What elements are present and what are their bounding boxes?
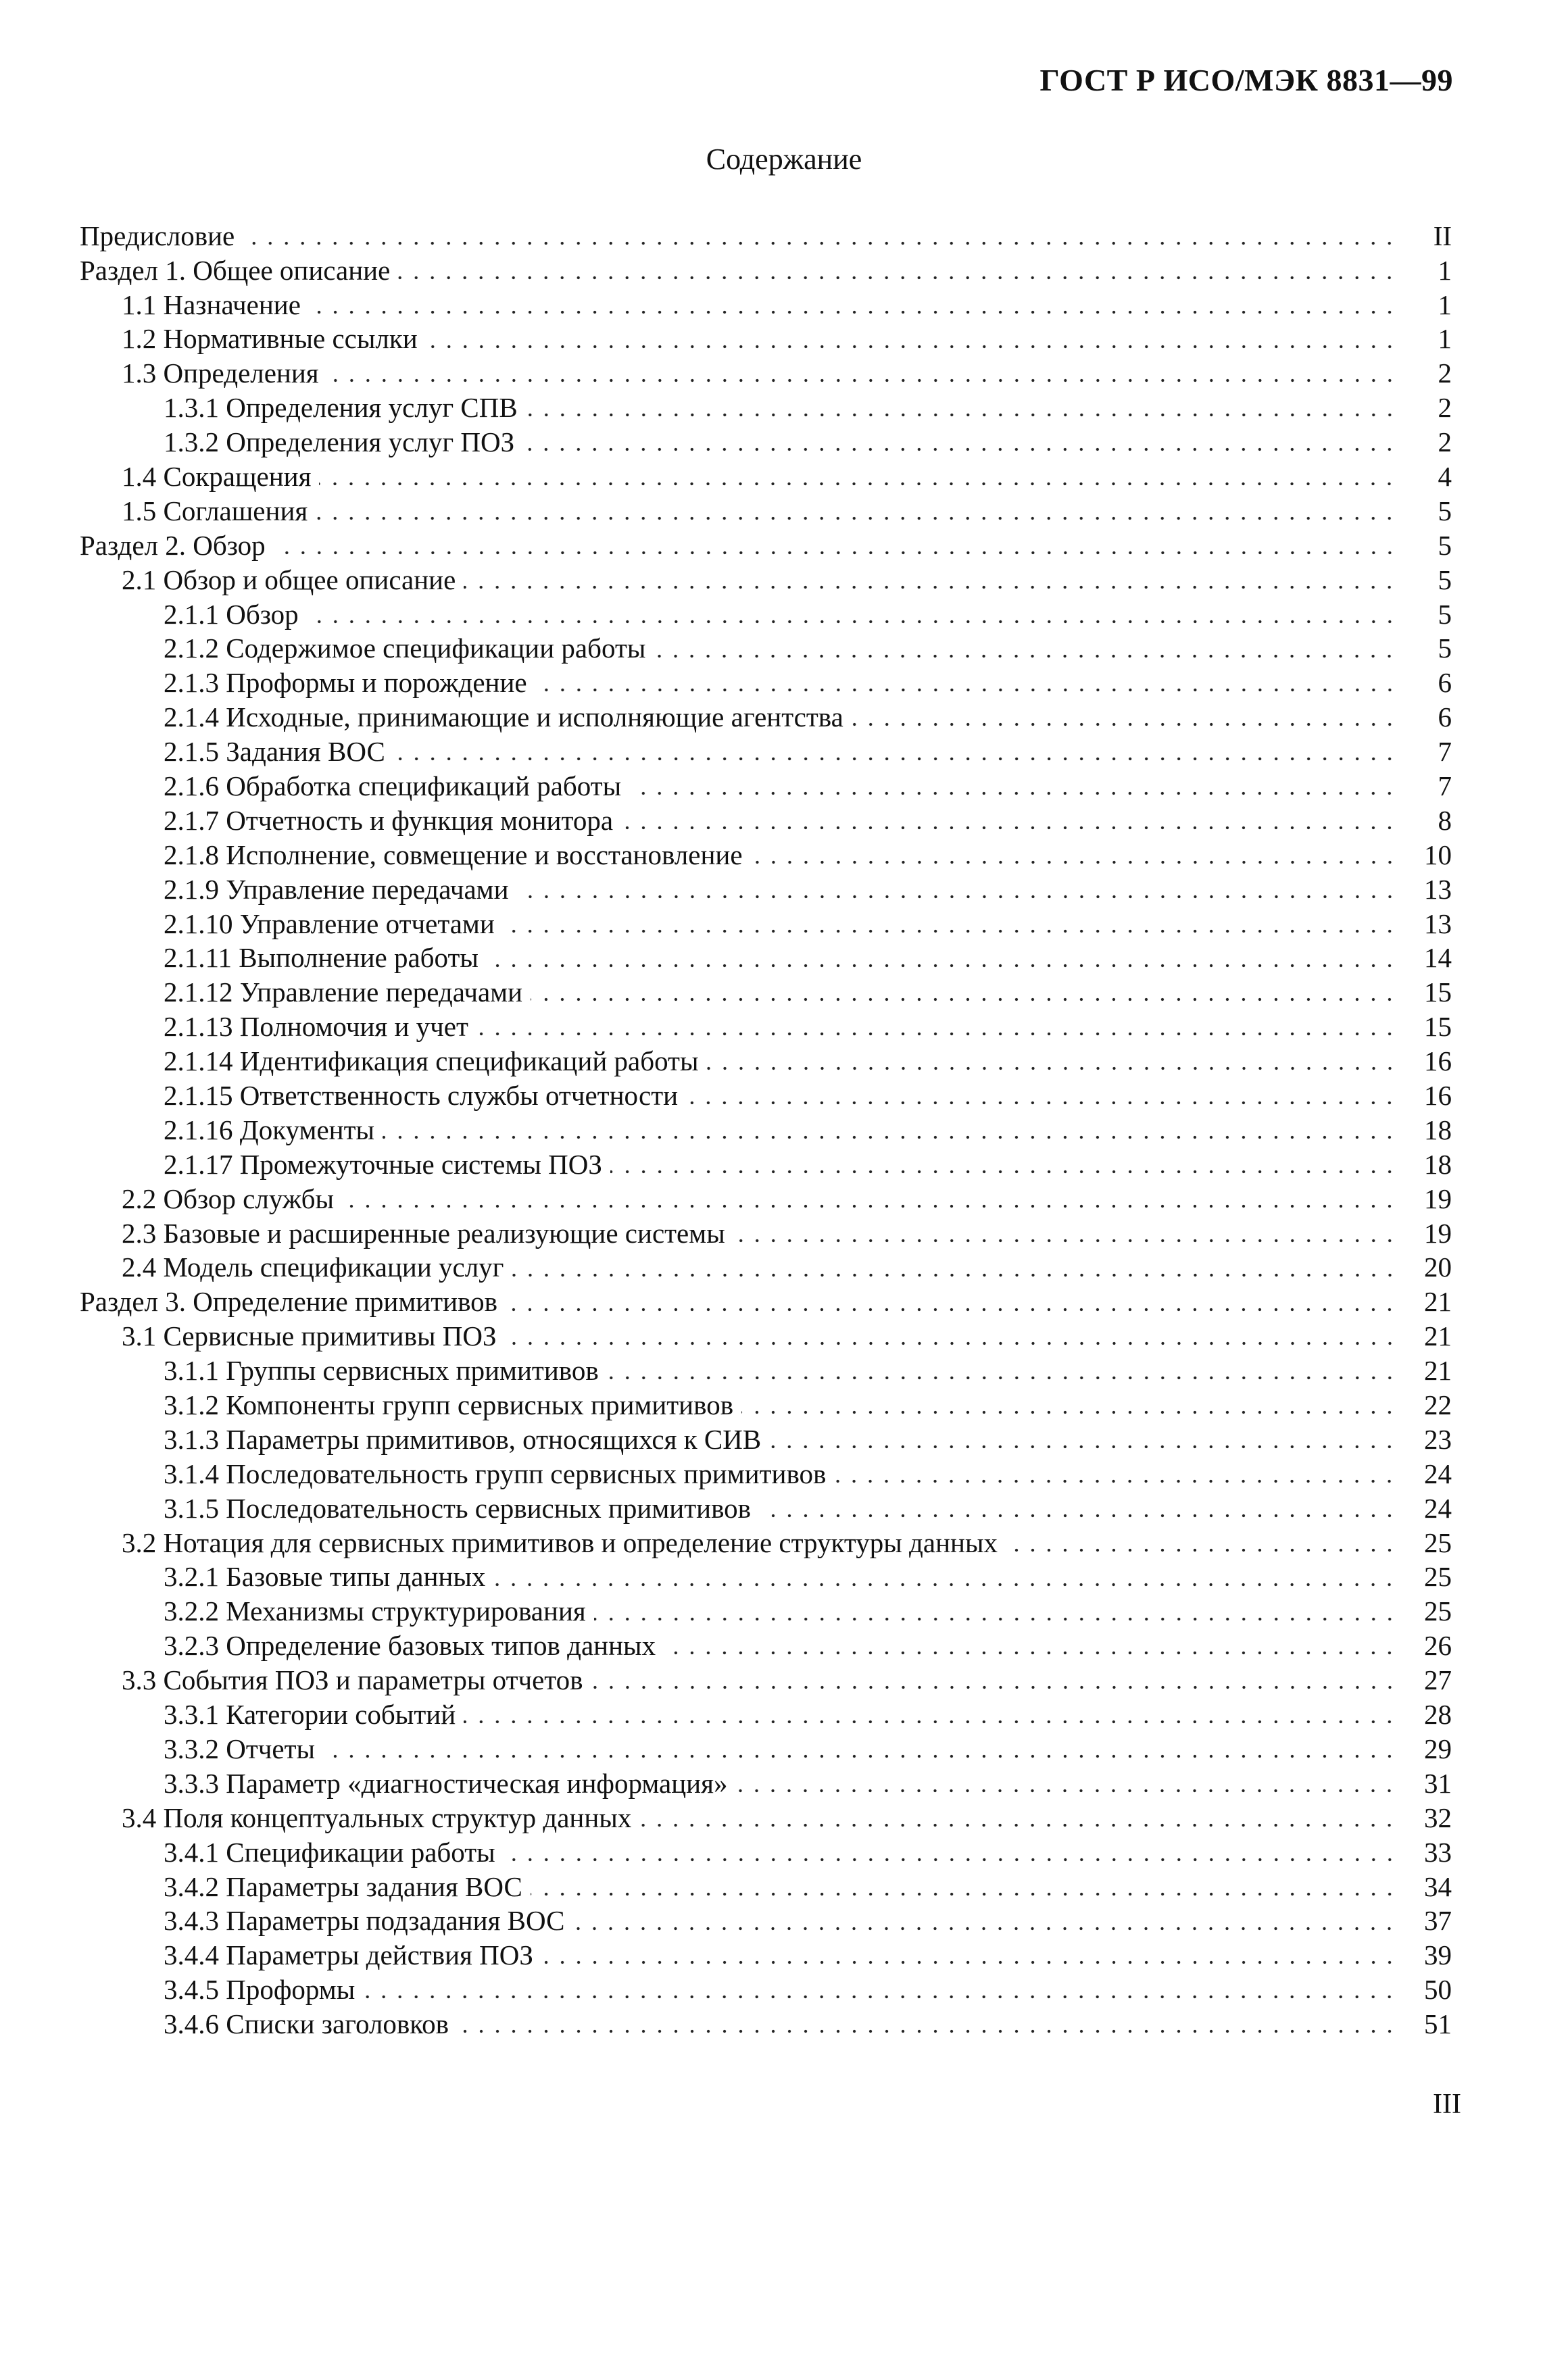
- toc-entry-label: 3.4 Поля концептуальных структур данных: [122, 1802, 632, 1833]
- dot-leader: [457, 2029, 1398, 2034]
- toc-entry-page: 33: [1424, 1836, 1452, 1868]
- toc-entry-page: 2: [1438, 357, 1452, 389]
- toc-entry: [80, 1456, 1452, 1490]
- toc-entry: [80, 1593, 1452, 1628]
- dot-leader: [426, 344, 1398, 349]
- toc-entry-label: 2.1.2 Содержимое спецификации работы: [164, 633, 646, 664]
- toc-entry-page: 21: [1424, 1320, 1452, 1352]
- toc-entry-page: 15: [1424, 1011, 1452, 1043]
- toc-entry-label: 3.4.6 Списки заголовков: [164, 2008, 449, 2040]
- toc-entry-label: 3.2.2 Механизмы структурирования: [164, 1595, 586, 1627]
- toc-entry: [80, 1112, 1452, 1146]
- toc-entry: [80, 1421, 1452, 1456]
- toc-entry-page: 7: [1438, 736, 1452, 768]
- dot-leader: [363, 1994, 1398, 2000]
- toc-entry-page: 13: [1424, 873, 1452, 905]
- dot-leader: [398, 275, 1398, 280]
- toc-entry-page: 1: [1438, 289, 1452, 320]
- toc-entry-page: 5: [1438, 529, 1452, 561]
- toc-entry-label: 1.1 Назначение: [122, 289, 301, 320]
- toc-entry-label: 3.4.4 Параметры действия ПОЗ: [164, 1939, 533, 1971]
- toc-entry-label: 3.1.2 Компоненты групп сервисных примитивов: [164, 1389, 734, 1421]
- toc-entry-page: 22: [1424, 1389, 1452, 1421]
- toc-entry-page: 8: [1438, 804, 1452, 836]
- toc-entry-label: 3.3.1 Категории событий: [164, 1699, 456, 1731]
- toc-entry-label: 2.1.13 Полномочия и учет: [164, 1011, 468, 1043]
- toc-entry-page: 6: [1438, 667, 1452, 699]
- toc-entry: [80, 1146, 1452, 1181]
- toc-entry: [80, 1352, 1452, 1387]
- toc-entry: [80, 1077, 1452, 1112]
- toc-entry: [80, 321, 1452, 355]
- toc-entry-page: 2: [1438, 426, 1452, 458]
- toc-entry: [80, 1318, 1452, 1353]
- toc-entry-page: 34: [1424, 1870, 1452, 1902]
- toc-entry-page: 18: [1424, 1148, 1452, 1180]
- toc-entry: [80, 1696, 1452, 1731]
- toc-entry: [80, 1971, 1452, 2006]
- dot-leader: [342, 1204, 1398, 1209]
- toc-entry-page: 51: [1424, 2008, 1452, 2040]
- toc-entry-label: 3.1.4 Последовательность групп сервисных примитивов: [164, 1458, 827, 1489]
- toc-entry-page: 10: [1424, 839, 1452, 870]
- toc-entry: [80, 1868, 1452, 1903]
- toc-entry-page: 21: [1424, 1355, 1452, 1387]
- toc-entry: [80, 940, 1452, 974]
- toc-entry-page: 31: [1424, 1767, 1452, 1799]
- dot-leader: [476, 1031, 1398, 1037]
- toc-entry-label: 2.1.15 Ответственность службы отчетности: [164, 1080, 679, 1112]
- toc-entry-label: 2.1.10 Управление отчетами: [164, 908, 495, 939]
- toc-entry-label: 3.1 Сервисные примитивы ПОЗ: [122, 1320, 497, 1352]
- toc-entry: [80, 1524, 1452, 1559]
- dot-leader: [769, 1444, 1398, 1449]
- toc-entry: [80, 355, 1452, 390]
- standard-code-header: ГОСТ Р ИСО/МЭК 8831—99: [1039, 63, 1453, 97]
- toc-entry-label: 2.4 Модель спецификации услуг: [122, 1251, 504, 1283]
- dot-leader: [503, 928, 1398, 934]
- toc-entry-page: 19: [1424, 1217, 1452, 1249]
- dot-leader: [759, 1513, 1398, 1518]
- toc-entry: [80, 1215, 1452, 1249]
- toc-entry-label: 3.4.1 Спецификации работы: [164, 1836, 495, 1868]
- toc-entry: [80, 389, 1452, 424]
- toc-entry-label: 3.1.1 Группы сервисных примитивов: [164, 1355, 599, 1387]
- toc-entry-page: 25: [1424, 1561, 1452, 1593]
- toc-entry-label: 1.3 Определения: [122, 357, 319, 389]
- toc-entry-page: 25: [1424, 1527, 1452, 1558]
- toc-entry-page: 18: [1424, 1114, 1452, 1145]
- toc-entry-page: 16: [1424, 1045, 1452, 1077]
- toc-entry-label: 3.4.3 Параметры подзадания ВОС: [164, 1905, 565, 1937]
- toc-entry: [80, 1834, 1452, 1868]
- toc-entry: [80, 837, 1452, 871]
- dot-leader: [487, 963, 1398, 968]
- toc-entry: [80, 1387, 1452, 1421]
- toc-entry-page: 29: [1424, 1733, 1452, 1764]
- toc-entry: [80, 906, 1452, 940]
- dot-leader: [274, 550, 1398, 555]
- toc-entry-label: 3.3.3 Параметр «диагностическая информация»: [164, 1767, 728, 1799]
- toc-entry-page: 37: [1424, 1905, 1452, 1937]
- toc-entry: [80, 493, 1452, 527]
- toc-entry-label: 3.3 События ПОЗ и параметры отчетов: [122, 1664, 583, 1696]
- toc-entry: [80, 1043, 1452, 1077]
- toc-entry: [80, 1559, 1452, 1593]
- dot-leader: [383, 1135, 1398, 1140]
- toc-entry: [80, 733, 1452, 768]
- toc-entry: [80, 2006, 1452, 2040]
- toc-entry: [80, 1008, 1452, 1043]
- dot-leader: [686, 1100, 1398, 1106]
- dot-leader: [607, 1375, 1398, 1381]
- dot-leader: [535, 687, 1398, 693]
- toc-entry-label: 2.1.8 Исполнение, совмещение и восстановление: [164, 839, 743, 870]
- toc-entry: [80, 1249, 1452, 1284]
- page-number: III: [1433, 2089, 1461, 2120]
- toc-entry-label: 3.2.1 Базовые типы данных: [164, 1561, 486, 1593]
- dot-leader: [741, 1410, 1398, 1415]
- toc-entry: [80, 630, 1452, 665]
- toc-entry-label: 3.2 Нотация для сервисных примитивов и определение структуры данных: [122, 1527, 998, 1558]
- dot-leader: [531, 997, 1398, 1002]
- dot-leader: [541, 1960, 1398, 1965]
- toc-entry-label: 1.2 Нормативные ссылки: [122, 323, 418, 355]
- toc-entry-label: 2.1.16 Документы: [164, 1114, 375, 1145]
- dot-leader: [505, 1341, 1398, 1346]
- toc-entry: [80, 1181, 1452, 1215]
- toc-entry: [80, 218, 1452, 252]
- dot-leader: [751, 860, 1398, 865]
- dot-leader: [504, 1857, 1398, 1862]
- toc-entry-label: 1.4 Сокращения: [122, 460, 312, 492]
- toc-entry-page: II: [1433, 220, 1452, 251]
- toc-entry-page: 24: [1424, 1458, 1452, 1489]
- toc-entry-page: 19: [1424, 1183, 1452, 1214]
- dot-leader: [522, 447, 1398, 452]
- page-title: Содержание: [706, 143, 862, 176]
- toc-entry-page: 5: [1438, 633, 1452, 664]
- toc-entry-page: 32: [1424, 1802, 1452, 1833]
- toc-entry-label: 2.1.7 Отчетность и функция монитора: [164, 804, 614, 836]
- toc-entry: [80, 1731, 1452, 1765]
- toc-entry-label: 3.2.3 Определение базовых типов данных: [164, 1630, 656, 1662]
- dot-leader: [707, 1066, 1398, 1071]
- toc-entry: [80, 1662, 1452, 1696]
- dot-leader: [506, 1307, 1398, 1312]
- toc-entry: [80, 1628, 1452, 1662]
- toc-entry-page: 13: [1424, 908, 1452, 939]
- toc-entry-page: 16: [1424, 1080, 1452, 1112]
- toc-entry-label: 2.1.5 Задания ВОС: [164, 736, 385, 768]
- toc-entry-label: 2.1.12 Управление передачами: [164, 976, 523, 1008]
- dot-leader: [664, 1650, 1398, 1656]
- dot-leader: [319, 481, 1398, 487]
- dot-leader: [621, 825, 1398, 830]
- dot-leader: [327, 378, 1398, 383]
- toc-entry: [80, 458, 1452, 493]
- toc-entry: [80, 287, 1452, 321]
- dot-leader: [572, 1926, 1398, 1931]
- toc-entry-label: 1.5 Соглашения: [122, 495, 308, 526]
- dot-leader: [323, 1754, 1398, 1759]
- toc-entry-page: 20: [1424, 1251, 1452, 1283]
- toc-entry-label: 2.1.14 Идентификация спецификаций работы: [164, 1045, 699, 1077]
- toc-entry-page: 50: [1424, 1974, 1452, 2006]
- dot-leader: [594, 1616, 1398, 1622]
- toc-entry-label: Раздел 3. Определение примитивов: [80, 1286, 498, 1318]
- dot-leader: [464, 585, 1398, 590]
- dot-leader: [733, 1238, 1398, 1243]
- toc-entry: [80, 1937, 1452, 1972]
- dot-leader: [735, 1788, 1398, 1793]
- dot-leader: [531, 1891, 1398, 1897]
- toc-entry-label: 2.3 Базовые и расширенные реализующие системы: [122, 1217, 725, 1249]
- toc-entry-label: 2.1 Обзор и общее описание: [122, 564, 456, 595]
- toc-entry-label: 2.1.6 Обработка спецификаций работы: [164, 770, 622, 801]
- toc-entry-page: 25: [1424, 1595, 1452, 1627]
- toc-entry: [80, 1490, 1452, 1524]
- toc-entry-label: 2.1.9 Управление передачами: [164, 873, 509, 905]
- dot-leader: [654, 653, 1398, 659]
- dot-leader: [493, 1582, 1398, 1587]
- toc-entry-page: 26: [1424, 1630, 1452, 1662]
- toc-entry-page: 6: [1438, 701, 1452, 733]
- toc-entry-label: 2.1.11 Выполнение работы: [164, 942, 479, 974]
- toc-entry: [80, 665, 1452, 699]
- dot-leader: [1006, 1547, 1398, 1553]
- toc-entry-label: 2.2 Обзор службы: [122, 1183, 334, 1214]
- toc-entry-page: 5: [1438, 495, 1452, 526]
- toc-entry: [80, 1903, 1452, 1937]
- toc-entry-label: Раздел 2. Обзор: [80, 529, 266, 561]
- toc-entry: [80, 562, 1452, 596]
- dot-leader: [307, 619, 1398, 624]
- toc-entry-page: 15: [1424, 976, 1452, 1008]
- toc-entry-label: 3.4.5 Проформы: [164, 1974, 356, 2006]
- toc-entry-page: 39: [1424, 1939, 1452, 1971]
- toc-entry: [80, 1765, 1452, 1800]
- toc-entry: [80, 871, 1452, 906]
- dot-leader: [591, 1685, 1398, 1690]
- dot-leader: [243, 241, 1398, 246]
- toc-entry-page: 4: [1438, 460, 1452, 492]
- toc-entry-page: 28: [1424, 1699, 1452, 1731]
- toc-entry-label: 1.3.1 Определения услуг СПВ: [164, 392, 518, 424]
- toc-entry: [80, 699, 1452, 733]
- toc-entry: [80, 974, 1452, 1009]
- dot-leader: [639, 1823, 1398, 1828]
- toc-entry-label: Предисловие: [80, 220, 235, 251]
- toc-entry-label: 3.3.2 Отчеты: [164, 1733, 316, 1764]
- toc-entry-page: 1: [1438, 254, 1452, 286]
- toc-entry-label: Раздел 1. Общее описание: [80, 254, 391, 286]
- toc-entry: [80, 527, 1452, 562]
- toc-entry-label: 3.1.3 Параметры примитивов, относящихся к СИВ: [164, 1423, 762, 1455]
- toc-entry-label: 2.1.1 Обзор: [164, 598, 299, 630]
- dot-leader: [517, 894, 1398, 899]
- toc-entry: [80, 1284, 1452, 1318]
- dot-leader: [512, 1272, 1398, 1278]
- dot-leader: [393, 756, 1398, 762]
- toc-entry-page: 5: [1438, 564, 1452, 595]
- toc-entry-page: 5: [1438, 598, 1452, 630]
- toc-entry-page: 2: [1438, 392, 1452, 424]
- toc-entry-label: 2.1.3 Проформы и порождение: [164, 667, 527, 699]
- toc-entry: [80, 424, 1452, 458]
- dot-leader: [526, 412, 1398, 418]
- toc-entry: [80, 252, 1452, 287]
- toc-entry: [80, 802, 1452, 837]
- toc-entry-label: 2.1.4 Исходные, принимающие и исполняющие агентства: [164, 701, 843, 733]
- toc-entry: [80, 596, 1452, 630]
- toc-entry-page: 24: [1424, 1492, 1452, 1524]
- toc-entry: [80, 1800, 1452, 1834]
- toc-entry-page: 1: [1438, 323, 1452, 355]
- toc-entry-label: 3.4.2 Параметры задания ВОС: [164, 1870, 522, 1902]
- dot-leader: [834, 1479, 1398, 1484]
- toc-entry-page: 21: [1424, 1286, 1452, 1318]
- toc-entry-label: 2.1.17 Промежуточные системы ПОЗ: [164, 1148, 602, 1180]
- toc-entry-page: 14: [1424, 942, 1452, 974]
- toc-entry-label: 3.1.5 Последовательность сервисных примитивов: [164, 1492, 752, 1524]
- toc-entry-page: 23: [1424, 1423, 1452, 1455]
- dot-leader: [316, 516, 1398, 521]
- toc-entry-page: 27: [1424, 1664, 1452, 1696]
- dot-leader: [852, 722, 1398, 727]
- dot-leader: [464, 1719, 1398, 1725]
- table-of-contents: [80, 218, 1452, 2040]
- dot-leader: [629, 791, 1398, 796]
- toc-entry-page: 7: [1438, 770, 1452, 801]
- dot-leader: [309, 309, 1398, 315]
- dot-leader: [610, 1169, 1398, 1174]
- toc-entry-label: 1.3.2 Определения услуг ПОЗ: [164, 426, 515, 458]
- toc-entry: [80, 768, 1452, 802]
